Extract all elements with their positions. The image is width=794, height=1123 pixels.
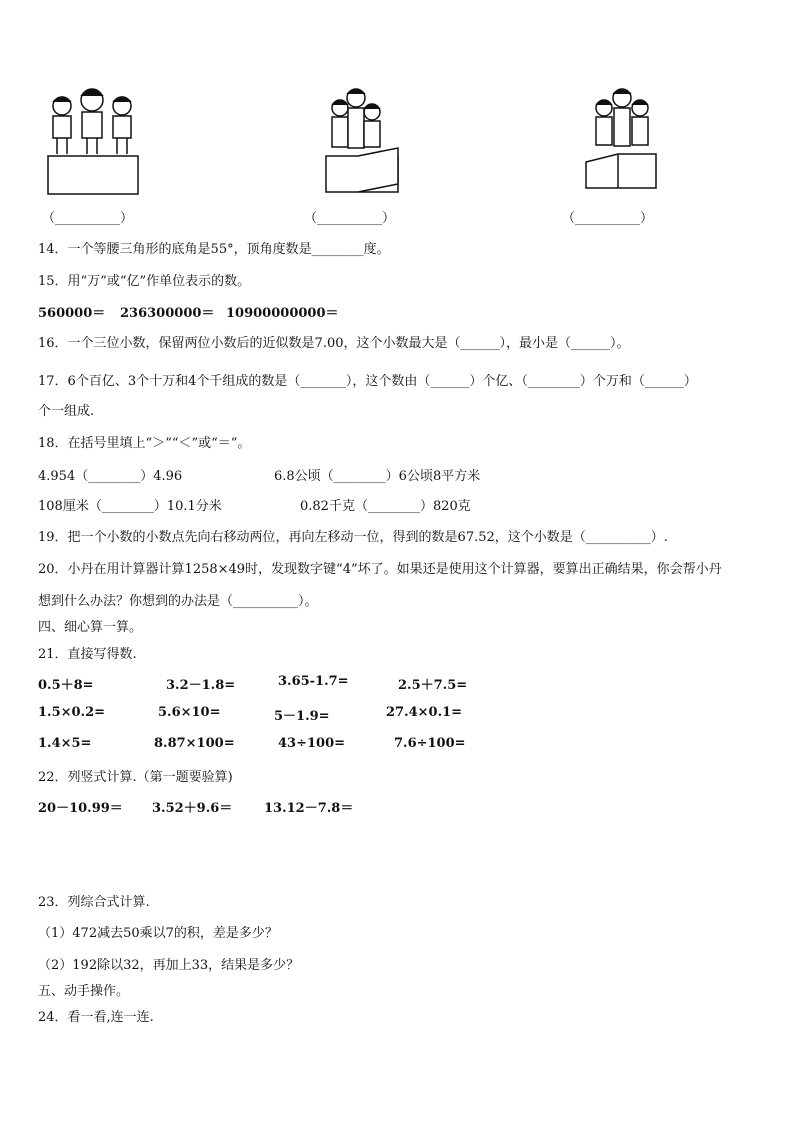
q22-item[interactable]: 13.12－7.8＝ <box>264 801 354 816</box>
question-23-part-2: （2）192除以32，再加上33，结果是多少？ <box>38 958 300 973</box>
q21-item[interactable]: 7.6÷100= <box>394 736 466 751</box>
section-4-heading: 四、细心算一算。 <box>38 620 143 635</box>
q21-item[interactable]: 0.5＋8= <box>38 678 94 693</box>
q21-item[interactable]: 3.2－1.8= <box>166 678 236 693</box>
q15-item-1[interactable]: 560000＝ <box>38 306 106 321</box>
q22-item[interactable]: 20－10.99＝ <box>38 801 123 816</box>
q22-item[interactable]: 3.52＋9.6＝ <box>152 801 233 816</box>
question-15: 15．用“万”或“亿”作单位表示的数。 <box>38 274 251 289</box>
q18-item-3[interactable]: 108厘米（________）10.1分米 <box>38 499 222 514</box>
figure-angled-view <box>578 78 688 198</box>
question-18: 18．在括号里填上“＞”“＜”或“＝”。 <box>38 436 251 451</box>
q21-item[interactable]: 8.87×100= <box>154 736 235 751</box>
children-on-box-front-icon <box>42 78 152 198</box>
question-23-part-1: （1）472减去50乘以7的积，差是多少？ <box>38 926 278 941</box>
q18-item-4[interactable]: 0.82千克（________）820克 <box>300 499 471 514</box>
question-17-line-2: 个一组成. <box>38 404 95 419</box>
question-20-line-1: 20．小丹在用计算器计算1258×49时，发现数字键“4”坏了。如果还是使用这个计算器，要算出正确结果，你会帮小丹 <box>38 562 722 577</box>
figure-answer-1[interactable]: （__________） <box>42 211 134 226</box>
question-17-line-1: 17．6个百亿、3个十万和4个千组成的数是（_______），这个数由（______）个亿、（________）个万和（______） <box>38 374 697 389</box>
question-20-line-2: 想到什么办法？你想到的办法是（__________）。 <box>38 594 318 609</box>
question-19: 19．把一个小数的小数点先向右移动两位，再向左移动一位，得到的数是67.52，这个小数是（__________）. <box>38 530 668 545</box>
section-5-heading: 五、动手操作。 <box>38 984 130 999</box>
figure-front-view <box>42 78 152 198</box>
question-22: 22．列竖式计算.（第一题要验算) <box>38 770 233 785</box>
figure-side-view <box>318 78 428 198</box>
q21-item[interactable]: 1.5×0.2= <box>38 705 106 720</box>
q21-item[interactable]: 2.5＋7.5= <box>398 678 468 693</box>
figure-answer-3[interactable]: （__________） <box>562 211 654 226</box>
question-14: 14．一个等腰三角形的底角是55°，顶角度数是________度。 <box>38 242 390 257</box>
q15-item-2[interactable]: 236300000＝ <box>120 306 215 321</box>
question-16: 16．一个三位小数，保留两位小数后的近似数是7.00，这个小数最大是（______），最小是（______）。 <box>38 336 630 351</box>
children-on-box-angled-icon <box>578 78 688 198</box>
q21-item[interactable]: 5.6×10= <box>158 705 221 720</box>
q18-item-1[interactable]: 4.954（________）4.96 <box>38 469 183 484</box>
q18-item-2[interactable]: 6.8公顷（________）6公顷8平方米 <box>274 469 481 484</box>
q21-item[interactable]: 3.65-1.7= <box>278 674 349 689</box>
q21-item[interactable]: 43÷100= <box>278 736 346 751</box>
q21-item[interactable]: 27.4×0.1= <box>386 705 463 720</box>
q15-item-3[interactable]: 10900000000＝ <box>226 306 339 321</box>
figure-answer-2[interactable]: （__________） <box>304 211 396 226</box>
children-on-box-side-icon <box>318 78 428 198</box>
question-24: 24．看一看,连一连. <box>38 1010 154 1025</box>
q21-item[interactable]: 5－1.9= <box>274 709 330 724</box>
question-21: 21．直接写得数. <box>38 647 137 662</box>
question-23: 23．列综合式计算. <box>38 895 150 910</box>
q21-item[interactable]: 1.4×5= <box>38 736 92 751</box>
